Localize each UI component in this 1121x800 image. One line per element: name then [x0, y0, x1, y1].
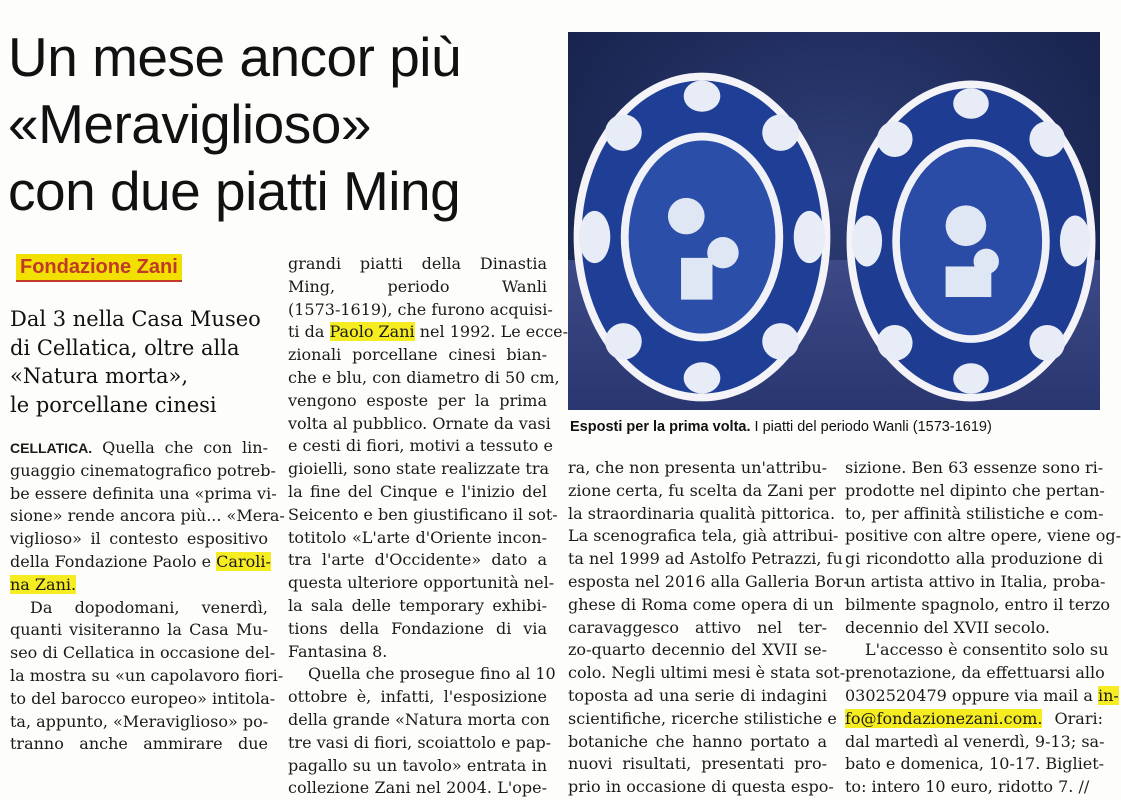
text-line: prodotte nel dipinto che pertan- — [845, 480, 1105, 500]
highlight-name: na Zani. — [10, 574, 77, 594]
text-line: esposta nel 2016 alla Galleria Bor- — [568, 571, 849, 591]
text-line: ghese di Roma come opera di un — [568, 594, 834, 614]
highlight-email: in- — [1097, 685, 1119, 705]
text-line: colo. Negli ultimi mesi è stata sot- — [568, 663, 846, 683]
text-line: zione certa, fu scelta da Zani per — [568, 480, 836, 500]
text-line: gioielli, sono state realizzate tra — [288, 459, 550, 479]
text-line: tra l'arte d'Occidente» dato a — [288, 550, 547, 570]
text-line: prenotazione, da effettuarsi allo — [845, 663, 1105, 683]
text-line: Seicento e ben giustificano il sot- — [288, 504, 558, 524]
text-line: (1573-1619), che furono acquisi- — [288, 299, 553, 319]
text-line: toposta ad una serie di indagini — [568, 685, 827, 705]
text-line: vengono esposte per la prima — [288, 390, 547, 410]
text-line: caravaggesco attivo nel ter- — [568, 617, 827, 637]
headline — [8, 24, 548, 225]
text-line: tions della Fondazione di via — [288, 618, 547, 638]
headline-line: «Meraviglioso» — [8, 93, 371, 155]
text-line: Quella che prosegue fino al 10 — [308, 664, 556, 684]
text-line: sizione. Ben 63 essenze sono ri- — [845, 458, 1104, 477]
text-line: ra, che non presenta un'attribu- — [568, 458, 828, 477]
text-line: della grande «Natura morta con — [288, 709, 550, 729]
text-line: decennio del XVII secolo. — [845, 617, 1050, 637]
text-line: tranno anche ammirare due — [10, 734, 268, 754]
text-line: fo@fondazionezani.com. Orari: — [845, 708, 1103, 728]
text-line — [10, 574, 268, 597]
right-plate-image — [844, 78, 1098, 404]
caption-bold: Esposti per la prima volta. — [570, 419, 751, 435]
ming-plates-photo — [568, 32, 1100, 410]
text-line: prio in occasione di questa espo- — [568, 777, 834, 797]
text-line: Ming, periodo Wanli — [288, 276, 547, 296]
text-line: ta, appunto, «Meraviglioso» po- — [10, 711, 269, 731]
text-line: grandi piatti della Dinastia — [288, 254, 547, 273]
text-line: la mostra su «un capolavoro fiori- — [10, 665, 284, 685]
text-line: gi ricondotto alla produzione di — [845, 549, 1103, 569]
text-line: pagallo su un tavolo» entrata in — [288, 755, 547, 775]
subhead-line: le porcellane cinesi — [10, 392, 217, 417]
text-line: quanti visiteranno la Casa Mu- — [10, 620, 268, 640]
text-line: tre vasi di fiori, scoiattolo e pap- — [288, 732, 552, 752]
text-line: La scenografica tela, già attribui- — [568, 526, 839, 546]
text-line: ottobre è, infatti, l'esposizione — [288, 687, 547, 707]
text-line: botaniche che hanno portato a — [568, 731, 827, 751]
text-line: un artista attivo in Italia, proba- — [845, 571, 1106, 591]
text-line: dal martedì al venerdì, 9-13; sa- — [845, 731, 1105, 751]
highlight-name: Paolo Zani — [329, 322, 415, 342]
text-line: bilmente spagnolo, entro il terzo — [845, 594, 1110, 614]
text-line: ta nel 1999 ad Astolfo Petrazzi, fu — [568, 549, 843, 569]
text-line: Fantasina 8. — [288, 641, 388, 661]
text-line: zo-quarto decennio del XVII se- — [568, 640, 827, 660]
text-line: viglioso» il contesto espositivo — [10, 529, 268, 549]
text-line: bato e domenica, 10-17. Bigliet- — [845, 754, 1105, 774]
text-line: to, per affinità stilistiche e com- — [845, 503, 1104, 523]
section-kicker: Fondazione Zani — [16, 254, 182, 282]
text-line: be essere definita una «prima vi- — [10, 483, 277, 503]
subheadline — [10, 305, 270, 419]
caption-text: I piatti del periodo Wanli (1573-1619) — [754, 419, 992, 435]
subhead-line: Dal 3 nella Casa Museo — [10, 307, 261, 331]
text-line: scientifiche, ricerche stilistiche e — [568, 708, 837, 728]
highlight-name: Caroli- — [216, 551, 271, 571]
left-plate-image — [571, 70, 833, 404]
article-column-4 — [845, 457, 1121, 799]
text-line: collezione Zani nel 2004. L'ope- — [288, 778, 547, 798]
article-column-1 — [10, 437, 285, 756]
text-line: la straordinaria qualità pittorica. — [568, 503, 836, 523]
photo-caption — [570, 419, 992, 435]
text-line: 0302520479 oppure via mail a in- — [845, 685, 1119, 705]
text-line: la sala delle temporary exhibi- — [288, 595, 547, 615]
text-line: Da dopodomani, venerdì, — [30, 597, 268, 617]
text-line: che e blu, con diametro di 50 cm, — [288, 367, 560, 387]
text-line: della Fondazione Paolo e Caroli- — [10, 551, 271, 571]
headline-line: con due piatti Ming — [8, 160, 461, 222]
text-line: ti da Paolo Zani nel 1992. Le ecce- — [288, 322, 569, 342]
article-column-3 — [568, 457, 849, 799]
text-line: totitolo «L'arte d'Oriente incon- — [288, 527, 547, 547]
text-line: to: intero 10 euro, ridotto 7. // — [845, 777, 1090, 797]
text-line: guaggio cinematografico potreb- — [10, 460, 276, 480]
text-line: nuovi risultati, presentati pro- — [568, 754, 827, 774]
highlight-email: fo@fondazionezani.com. — [845, 708, 1043, 728]
text-line: la fine del Cinque e l'inizio del — [288, 481, 547, 501]
dateline: CELLATICA. — [10, 440, 93, 456]
headline-line: Un mese ancor più — [8, 26, 462, 88]
subhead-line: «Natura morta», — [10, 364, 189, 388]
text-line: zionali porcellane cinesi bian- — [288, 345, 547, 365]
text-line: seo di Cellatica in occasione del- — [10, 643, 276, 663]
text-line: positive con altre opere, viene og- — [845, 526, 1121, 546]
subhead-line: di Cellatica, oltre alla — [10, 335, 240, 360]
text-line: volta al pubblico. Ornate da vasi — [288, 413, 551, 433]
article-column-2 — [288, 253, 569, 800]
text-line: sione» rende ancora più... «Mera- — [10, 506, 285, 526]
text-line: L'accesso è consentito solo su — [865, 640, 1109, 660]
text-line: questa ulteriore opportunità nel- — [288, 573, 555, 593]
text-line: e cesti di fiori, motivi a tessuto e — [288, 436, 553, 456]
text-line: to del barocco europeo» intitola- — [10, 688, 276, 708]
text-line: CELLATICA. Quella che con lin- — [10, 438, 268, 457]
